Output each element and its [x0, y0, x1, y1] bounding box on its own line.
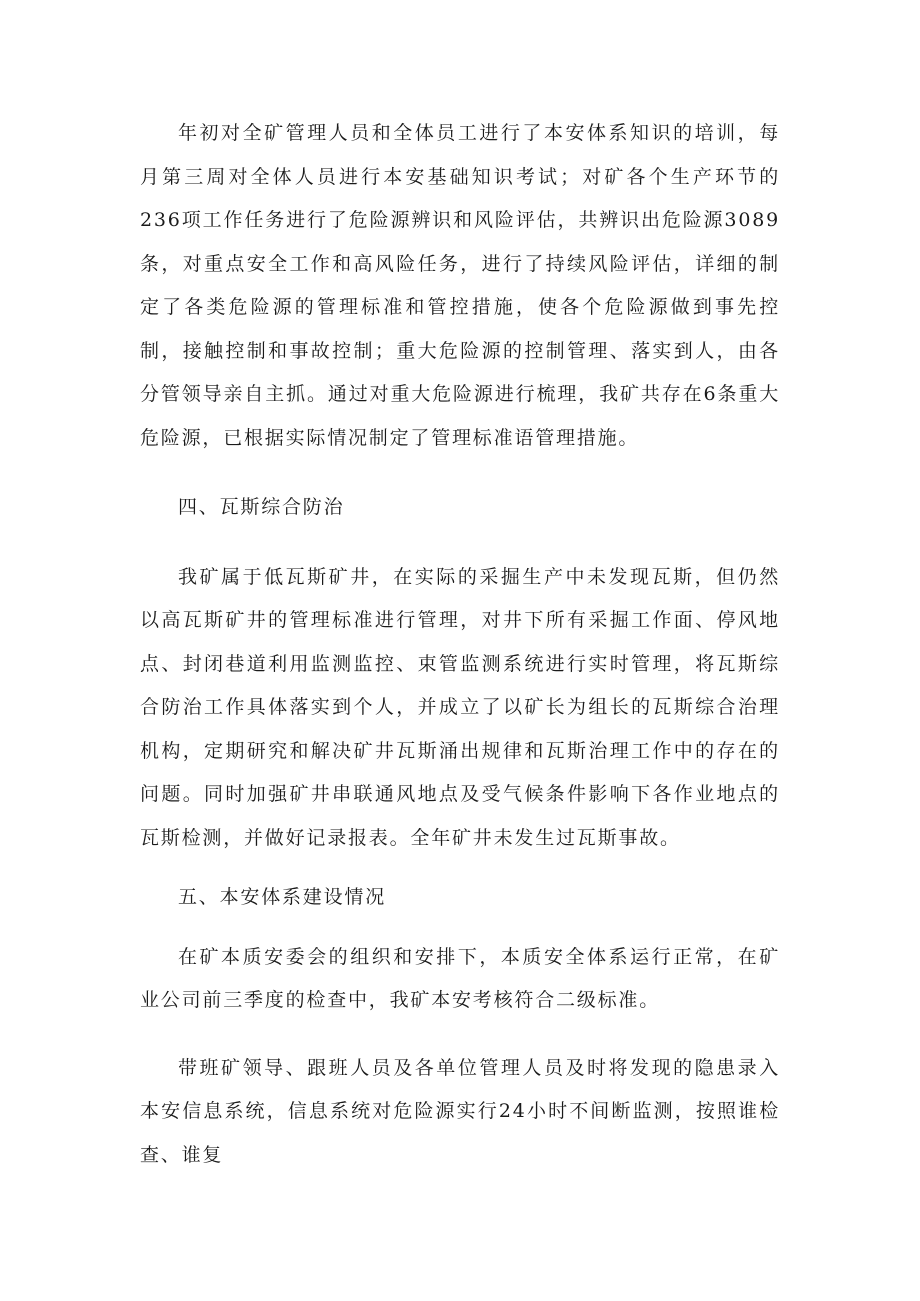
paragraph-gas-control: 我矿属于低瓦斯矿井，在实际的采掘生产中未发现瓦斯，但仍然以高瓦斯矿井的管理标准进行管理，对井下所有采掘工作面、停风地点、封闭巷道利用监测监控、束管监测系统进行实时管理，将瓦斯综合防治工作具体落实到个人，并成立了以矿长为组长的瓦斯综合治理机构，定期研究和解决矿井瓦斯涌出规律和瓦斯治理工作中的存在的问题。同时加强矿井串联通风地点及受气候条件影响下各作业地点的瓦斯检测，并做好记录报表。全年矿井未发生过瓦斯事故。 [140, 565, 780, 849]
section-heading-gas-control: 四、瓦斯综合防治 [178, 496, 345, 518]
section-heading-safety-system: 五、本安体系建设情况 [178, 886, 387, 908]
paragraph-hazard-identification: 年初对全矿管理人员和全体员工进行了本安体系知识的培训，每月第三周对全体人员进行本安基础知识考试；对矿各个生产环节的236项工作任务进行了危险源辨识和风险评估，共辨识出危险源3089条，对重点安全工作和高风险任务，进行了持续风险评估，详细的制定了各类危险源的管理标准和管控措施，使各个危险源做到事先控制，接触控制和事故控制；重大危险源的控制管理、落实到人，由各分管领导亲自主抓。通过对重大危险源进行梳理，我矿共存在6条重大危险源，已根据实际情况制定了管理标准语管理措施。 [140, 122, 780, 449]
paragraph-safety-system: 在矿本质安委会的组织和安排下，本质安全体系运行正常，在矿业公司前三季度的检查中，我矿本安考核符合二级标准。 [140, 945, 780, 1011]
document-page [140, 112, 780, 1177]
paragraph-hazard-reporting: 带班矿领导、跟班人员及各单位管理人员及时将发现的隐患录入本安信息系统，信息系统对危险源实行24小时不间断监测，按照谁检查、谁复 [140, 1056, 780, 1166]
